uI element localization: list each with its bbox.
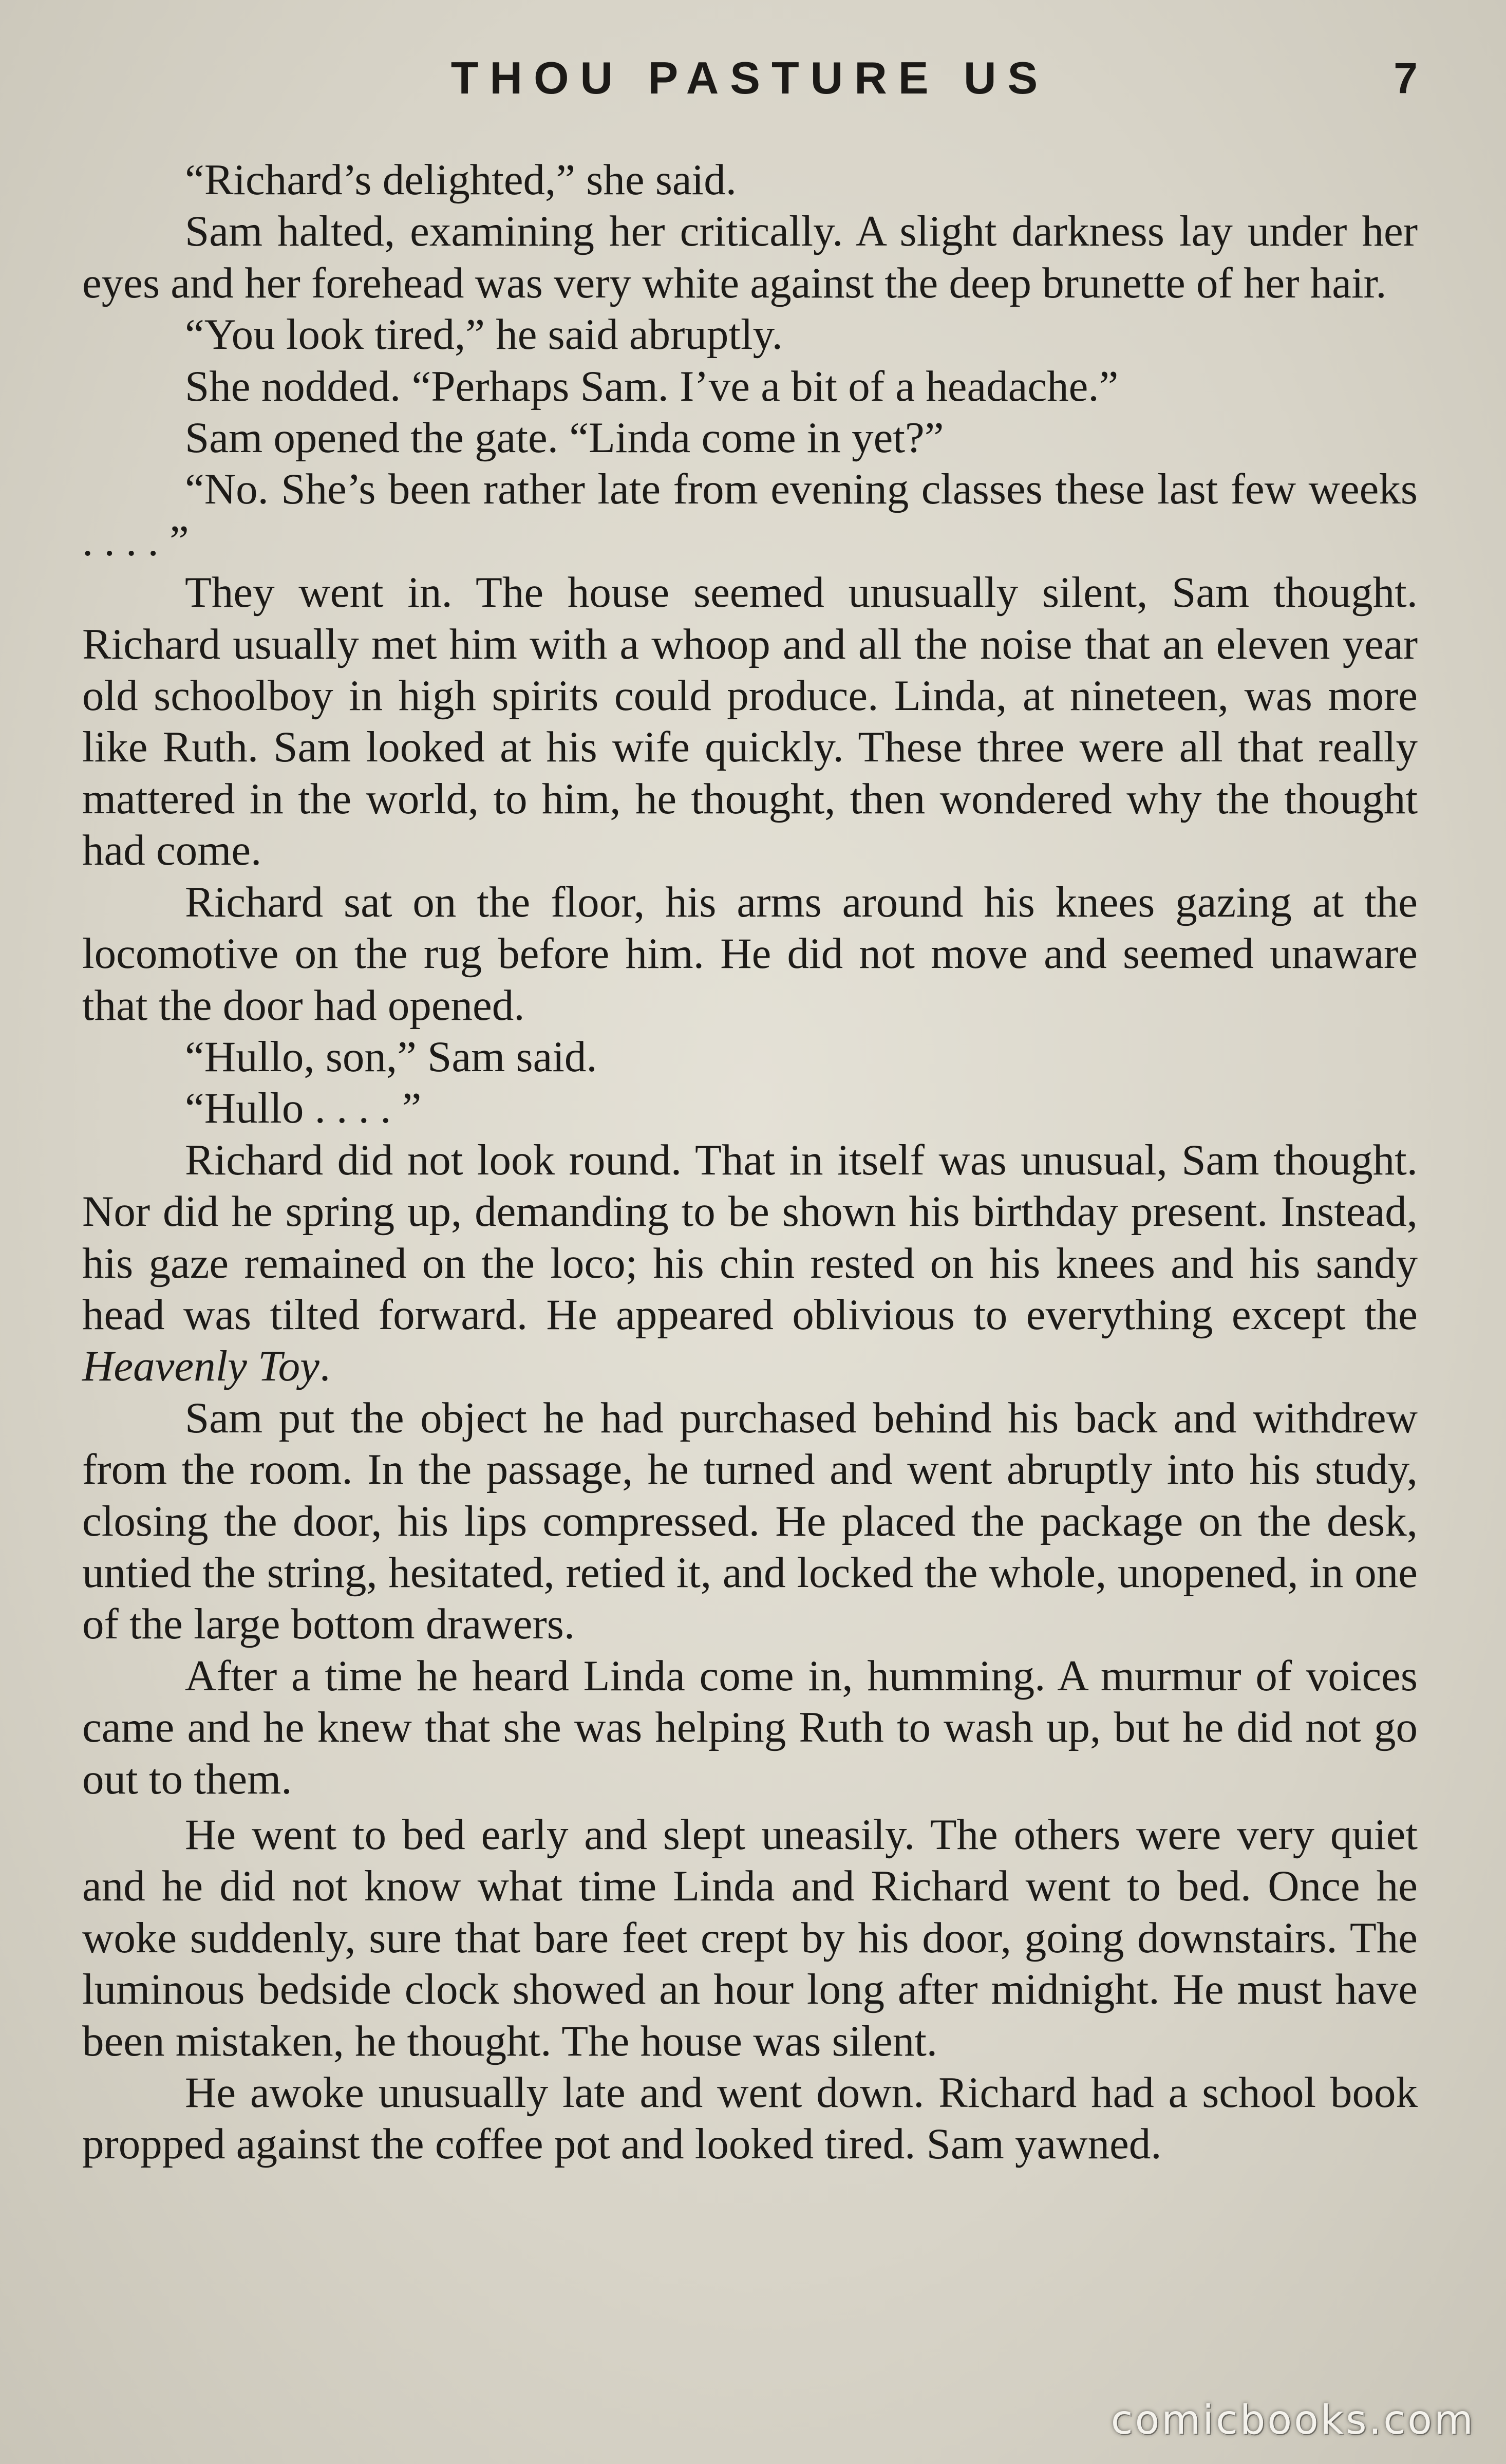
paragraph-11: Richard did not look round. That in itself was unusual, Sam thought. Nor did he spring up, demanding to be shown his birthday present. Instead, his gaze remained on the loco; his chin rested on his knees and his sandy head was tilted forward. He appeared oblivious to everything except the Heavenly Toy. xyxy=(82,1135,1418,1391)
paragraph-14: He went to bed early and slept uneasily. The others were very quiet and he did not know what time Linda and Richard went to bed. Once he woke suddenly, sure that bare feet crept by his door, going downstairs. The luminous bedside clock showed an hour long after midnight. He must have been mistaken, he thought. The house was silent. xyxy=(82,1810,1418,2065)
running-title: THOU PASTURE US xyxy=(450,52,1049,103)
paragraph-3: “You look tired,” he said abruptly. xyxy=(185,310,783,359)
watermark: comicbooks.com xyxy=(1110,2397,1475,2443)
paragraph-5: Sam opened the gate. “Linda come in yet?” xyxy=(185,414,944,462)
paragraph-4: She nodded. “Perhaps Sam. I’ve a bit of a headache.” xyxy=(185,362,1119,410)
paragraph-12: Sam put the object he had purchased behind his back and withdrew from the room. In the passage, he turned and went abruptly into his study, closing the door, his lips compressed. He placed the package on the desk, untied the string, hesitated, retied it, and locked the whole, unopened, in one of the large bottom drawers. xyxy=(82,1393,1418,1649)
paragraph-6: “No. She’s been rather late from evening classes these last few weeks . . . . ” xyxy=(82,465,1418,565)
paragraph-7: They went in. The house seemed unusually silent, Sam thought. Richard usually met him with a whoop and all the noise that an eleven year old schoolboy in high spirits could produce. Linda, at nineteen, was more like Ruth. Sam looked at his wife quickly. These three were all that really mattered in the world, to him, he thought, then wondered why the thought had come. xyxy=(82,568,1418,875)
paragraph-15: He awoke unusually late and went down. Richard had a school book propped against the coffee pot and looked tired. Sam yawned. xyxy=(82,2068,1418,2169)
paragraph-1: “Richard’s delighted,” she said. xyxy=(185,156,737,204)
story-text xyxy=(82,154,1418,2170)
paragraph-13: After a time he heard Linda come in, humming. A murmur of voices came and he knew that she was helping Ruth to wash up, but he did not go out to them. xyxy=(82,1651,1418,1803)
paragraph-2: Sam halted, examining her critically. A slight darkness lay under her eyes and her forehead was very white against the deep brunette of her hair. xyxy=(82,207,1418,307)
page-number: 7 xyxy=(1394,54,1418,102)
paragraph-10: “Hullo . . . . ” xyxy=(185,1084,422,1133)
italic-phrase: Heavenly Toy xyxy=(82,1342,319,1391)
paragraph-8: Richard sat on the floor, his arms around his knees gazing at the locomotive on the rug before him. He did not move and seemed unaware that the door had opened. xyxy=(82,878,1418,1030)
page-header xyxy=(82,47,1418,109)
paragraph-9: “Hullo, son,” Sam said. xyxy=(185,1032,597,1081)
